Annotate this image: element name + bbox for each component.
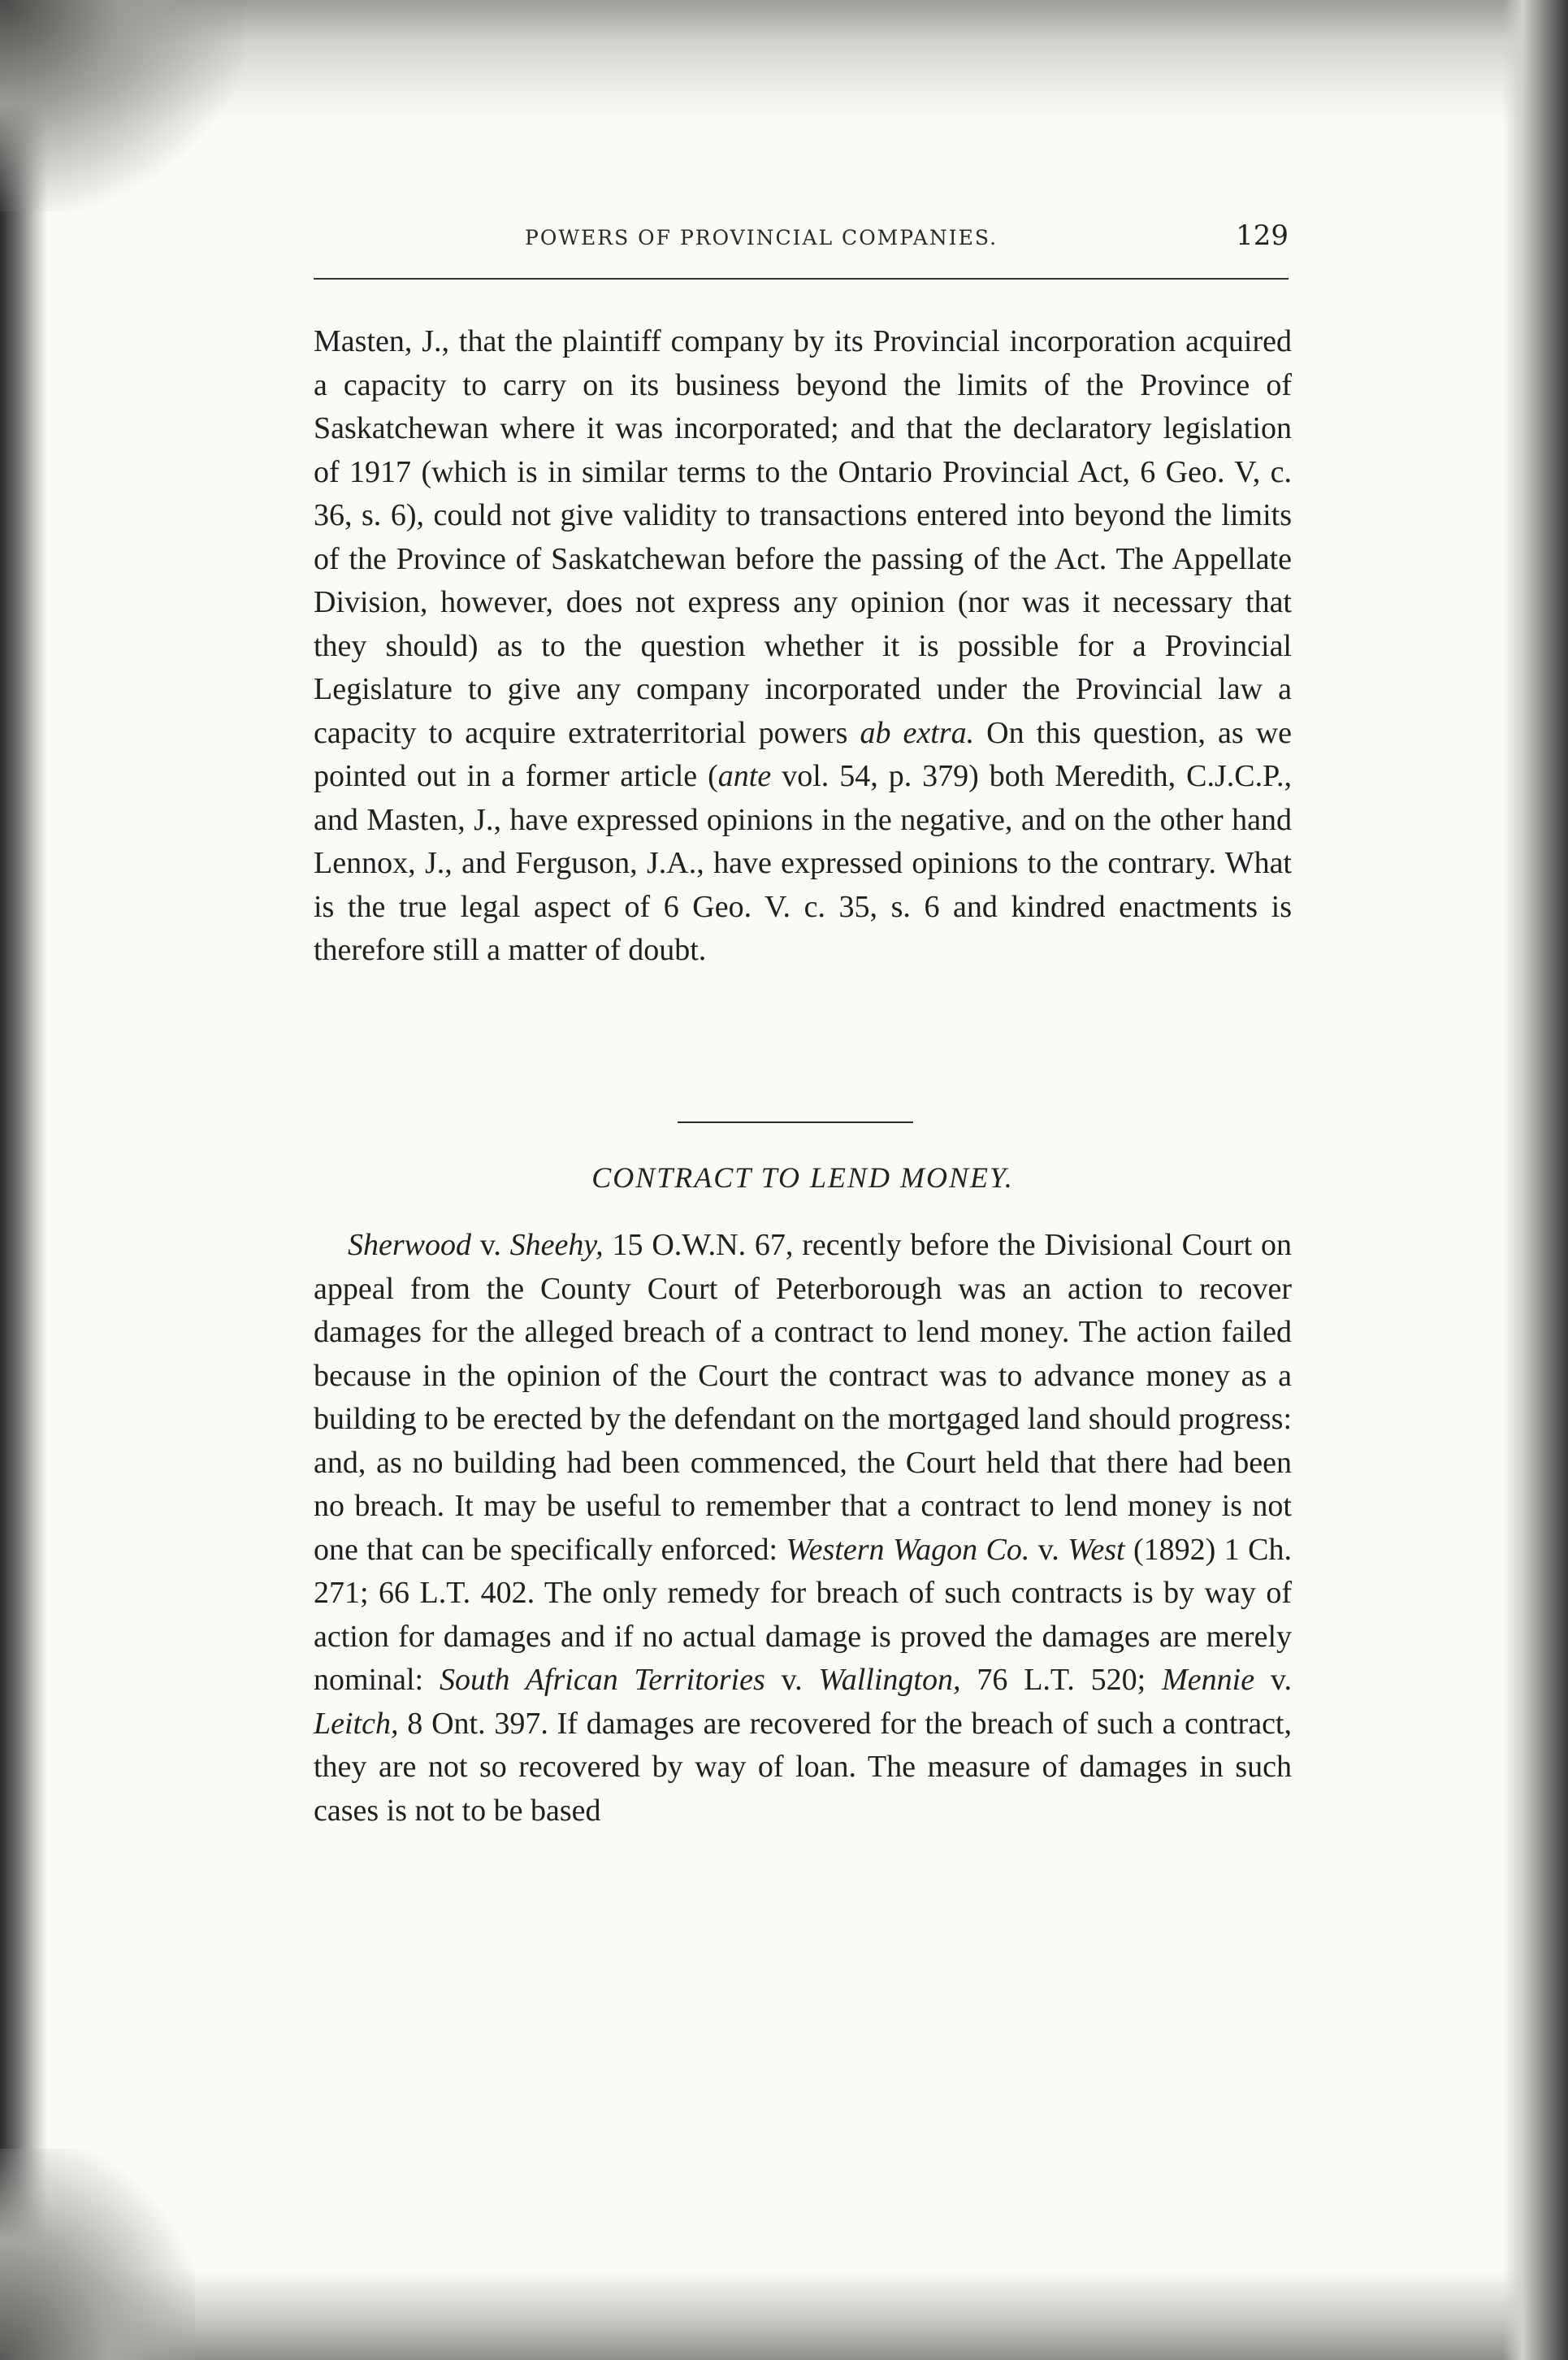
scan-shadow-corner-top-left [0, 0, 244, 211]
italic-run: ante [717, 759, 772, 793]
header-rule [314, 278, 1289, 280]
text-run: v. [1029, 1532, 1068, 1567]
case-name: Sherwood [348, 1228, 471, 1262]
text-run: (1892) 1 Ch. 271; 66 L.T. 402. The only remedy for breach of such contracts is by way of action for damages and if no actual damage is proved the damages are merely nominal: [314, 1532, 1292, 1697]
case-name: Wallington, [818, 1663, 961, 1697]
text-run: 8 Ont. 397. If damages are recovered for the breach of such a contract, they are not so recovered by way of loan. The measure of damages in such cases is not to be based [314, 1706, 1292, 1828]
text-run: vol. 54, p. 379) both Meredith, C.J.C.P., and Masten, J., have expressed opinions in the negative, and on the other hand Lennox, J., and Ferguson, J.A., have expressed opinions to the contrary. What is the true legal aspect of 6 Geo. V. c. 35, s. 6 and kindred enactments is therefore still a matter of doubt. [314, 759, 1292, 967]
page-header [314, 219, 1289, 268]
page-number: 129 [1236, 219, 1289, 252]
case-name: South African Territories [439, 1663, 765, 1697]
scan-shadow-left [0, 0, 47, 2360]
case-name: Leitch, [314, 1706, 399, 1741]
case-name: Sheehy, [509, 1228, 604, 1262]
scan-shadow-corner-bottom-left [0, 2149, 195, 2360]
italic-run: ab extra. [860, 715, 975, 750]
text-run: Masten, J., that the plaintiff company by its Provincial incorporation acquired a capacity to carry on its business beyond the limits of the Province of Saskatchewan where it was incorporated; and that the declaratory legislation of 1917 (which is in similar terms to the Ontario Provincial Act, 6 Geo. V, c. 36, s. 6), could not give validity to transactions entered into beyond the limits of the Province of Saskatchewan before the passing of the Act. The Appellate Division, however, does not express any opinion (nor was it necessary that they should) as to the question whether it is possible for a Provincial Legislature to give any company incorporated under the Provincial law a capacity to acquire extraterritorial powers [314, 324, 1292, 750]
scan-shadow-bottom [0, 2271, 1568, 2360]
paragraph-contract [314, 1224, 1292, 1833]
text-run: 15 O.W.N. 67, recently before the Divisional Court on appeal from the County Court of Peterborough was an action to recover damages for the alleged breach of a contract to lend money. The action failed because in the opinion of the Court the contract was to advance money as a building to be erected by the defendant on the mortgaged land should progress: and, as no building had been commenced, the Court held that there had been no breach. It may be useful to remember that a contract to lend money is not one that can be specifically enforced: [314, 1228, 1292, 1567]
case-name: Mennie [1162, 1663, 1255, 1697]
text-run: 76 L.T. 520; [960, 1663, 1163, 1697]
text-run: v. [765, 1663, 819, 1697]
case-name: Western Wagon Co. [786, 1532, 1030, 1567]
scan-shadow-right [1503, 0, 1568, 2360]
paragraph-continuation [314, 320, 1292, 973]
section-title: CONTRACT TO LEND MONEY. [591, 1161, 1014, 1194]
text-run: v. [1254, 1663, 1292, 1697]
case-name: West [1068, 1532, 1125, 1567]
text-run: v. [471, 1228, 510, 1262]
text-run: On this question, as we pointed out in a former article ( [314, 715, 1293, 793]
running-head: POWERS OF PROVINCIAL COMPANIES. [525, 226, 998, 249]
section-divider [678, 1121, 913, 1123]
